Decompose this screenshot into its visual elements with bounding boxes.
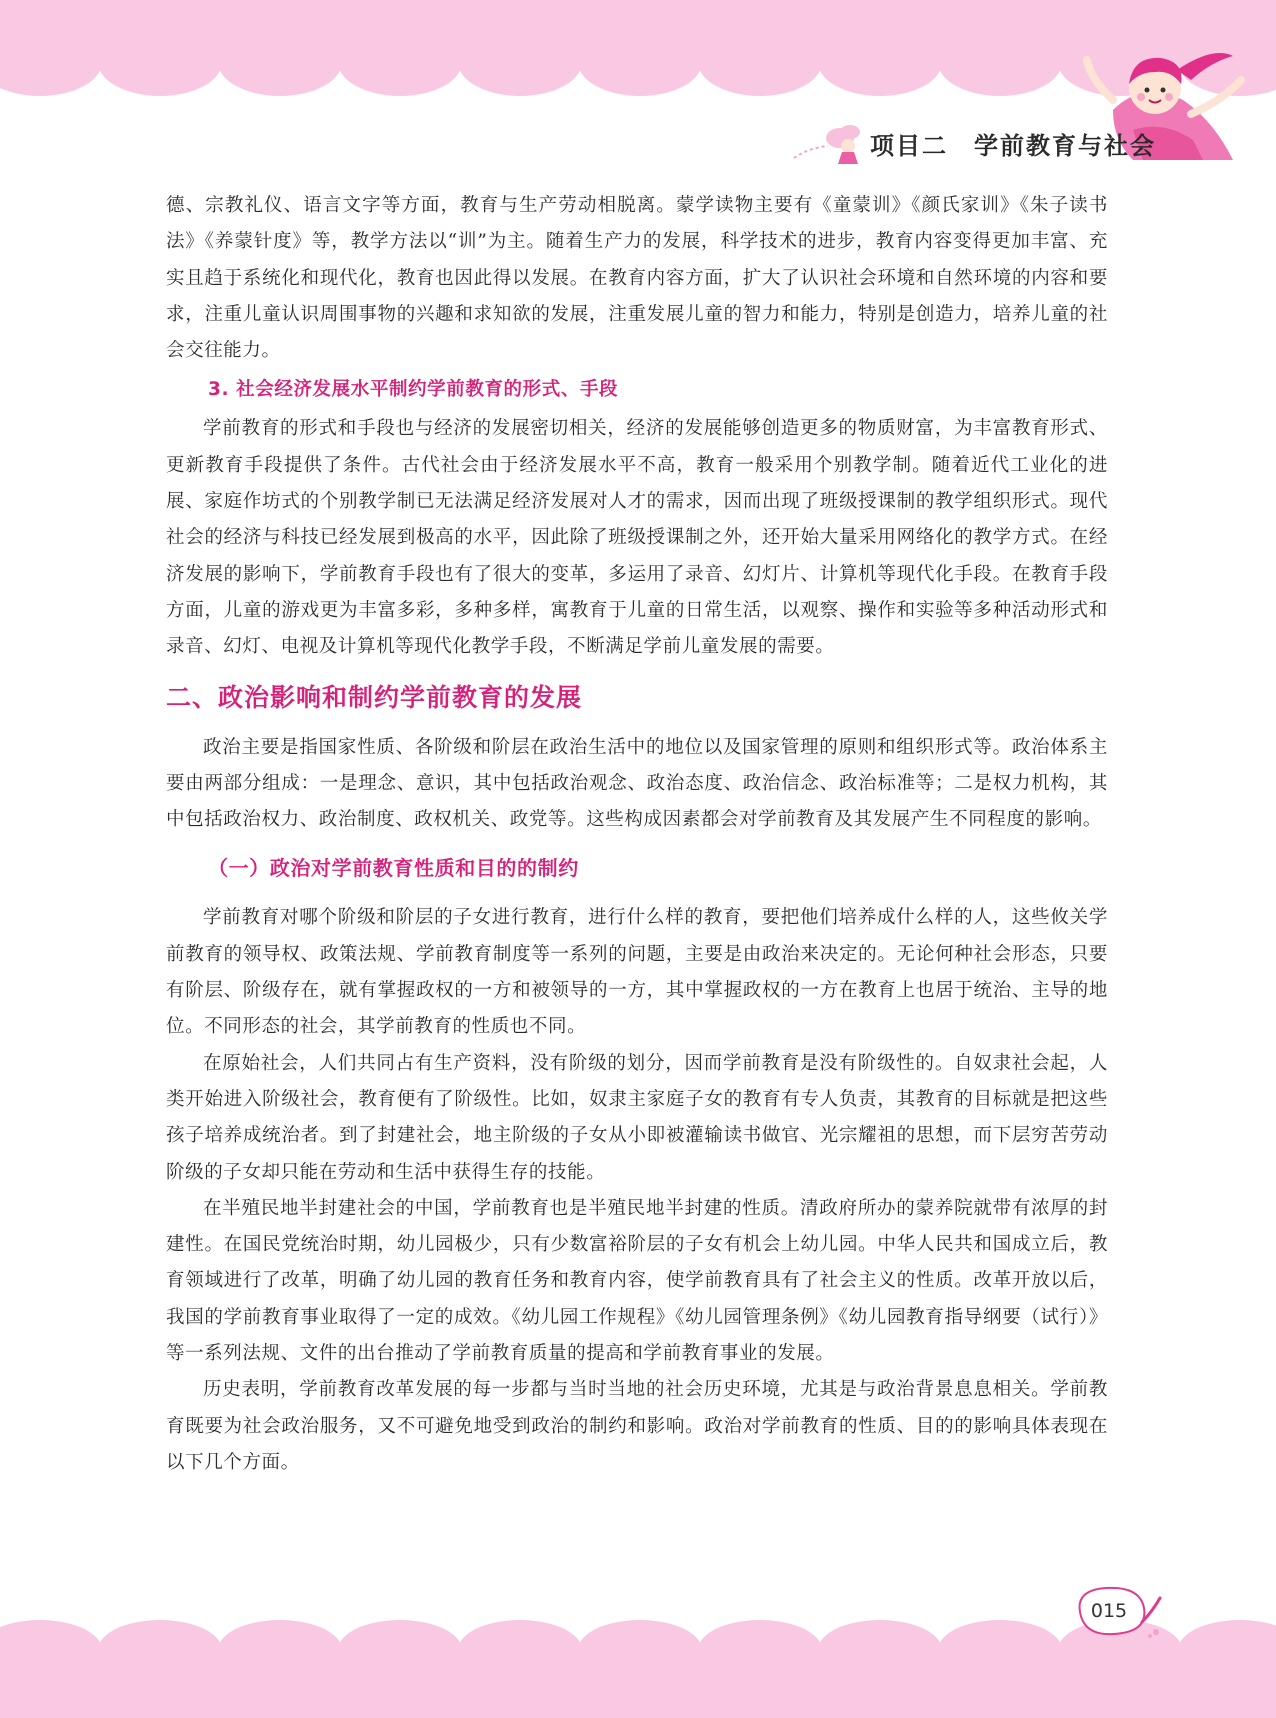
paragraph: 政治主要是指国家性质、各阶级和阶层在政治生活中的地位以及国家管理的原则和组织形式等。政治体系主要由两部分组成：一是理念、意识，其中包括政治观念、政治态度、政治信念、政治标准等；二是权力机构，其中包括政治权力、政治制度、政权机关、政党等。这些构成因素都会对学前教育及其发展产生不同程度的影响。	[166, 736, 1108, 831]
paragraph: 德、宗教礼仪、语言文字等方面，教育与生产劳动相脱离。蒙学读物主要有《童蒙训》《颜氏家训》《朱子读书法》《养蒙针度》等，教学方法以“训”为主。随着生产力的发展，科学技术的进步，教育内容变得更加丰富、充实且趋于系统化和现代化，教育也因此得以发展。在教育内容方面，扩大了认识社会环境和自然环境的内容和要求，注重儿童认识周围事物的兴趣和求知欲的发展，注重发展儿童的智力和能力，特别是创造力，培养儿童的社会交往能力。	[166, 195, 1108, 362]
page-number: 015	[1090, 1600, 1128, 1622]
header-title: 项目二 学前教育与社会	[870, 131, 1156, 160]
paragraph: 学前教育的形式和手段也与经济的发展密切相关，经济的发展能够创造更多的物质财富，为丰富教育形式、更新教育手段提供了条件。古代社会由于经济发展水平不高，教育一般采用个别教学制。随着近代工业化的进展、家庭作坊式的个别教学制已无法满足经济发展对人才的需求，因而出现了班级授课制的教学组织形式。现代社会的经济与科技已经发展到极高的水平，因此除了班级授课制之外，还开始大量采用网络化的教学方式。在经济发展的影响下，学前教育手段也有了很大的变革，多运用了录音、幻灯片、计算机等现代化手段。在教育手段方面，儿童的游戏更为丰富多彩，多种多样，寓教育于儿童的日常生活，以观察、操作和实验等多种活动形式和录音、幻灯、电视及计算机等现代化教学手段，不断满足学前儿童发展的需要。	[166, 418, 1108, 658]
running-header	[870, 118, 1156, 168]
paragraph: 学前教育对哪个阶级和阶层的子女进行教育，进行什么样的教育，要把他们培养成什么样的人，这些攸关学前教育的领导权、政策法规、学前教育制度等一系列的问题，主要是由政治来决定的。无论何种社会形态，只要有阶层、阶级存在，就有掌握政权的一方和被领导的一方，其中掌握政权的一方在教育上也居于统治、主导的地位。不同形态的社会，其学前教育的性质也不同。	[166, 907, 1108, 1038]
paragraph: 在半殖民地半封建社会的中国，学前教育也是半殖民地半封建的性质。清政府所办的蒙养院就带有浓厚的封建性。在国民党统治时期，幼儿园极少，只有少数富裕阶层的子女有机会上幼儿园。中华人民共和国成立后，教育领域进行了改革，明确了幼儿园的教育任务和教育内容，使学前教育具有了社会主义的性质。改革开放以后，我国的学前教育事业取得了一定的成效。《幼儿园工作规程》《幼儿园管理条例》《幼儿园教育指导纲要（试行）》等一系列法规、文件的出台推动了学前教育质量的提高和学前教育事业的发展。	[166, 1197, 1108, 1365]
fairy-icon	[788, 118, 868, 168]
subheading-3: 3. 社会经济发展水平制约学前教育的形式、手段	[208, 379, 619, 401]
section-heading: 二、政治影响和制约学前教育的发展	[166, 682, 583, 712]
paragraph: 历史表明，学前教育改革发展的每一步都与当时当地的社会历史环境，尤其是与政治背景息息相关。学前教育既要为社会政治服务，又不可避免地受到政治的制约和影响。政治对学前教育的性质、目的的影响具体表现在以下几个方面。	[166, 1379, 1108, 1473]
page-number-badge	[1070, 1582, 1166, 1640]
paragraph: 在原始社会，人们共同占有生产资料，没有阶级的划分，因而学前教育是没有阶级性的。自奴隶社会起，人类开始进入阶级社会，教育便有了阶级性。比如，奴隶主家庭子女的教育有专人负责，其教育的目标就是把这些孩子培养成统治者。到了封建社会，地主阶级的子女从小即被灌输读书做官、光宗耀祖的思想，而下层穷苦劳动阶级的子女却只能在劳动和生活中获得生存的技能。	[166, 1052, 1108, 1183]
subsection-heading: （一）政治对学前教育性质和目的的制约	[208, 856, 579, 881]
page-content	[166, 188, 1108, 1481]
